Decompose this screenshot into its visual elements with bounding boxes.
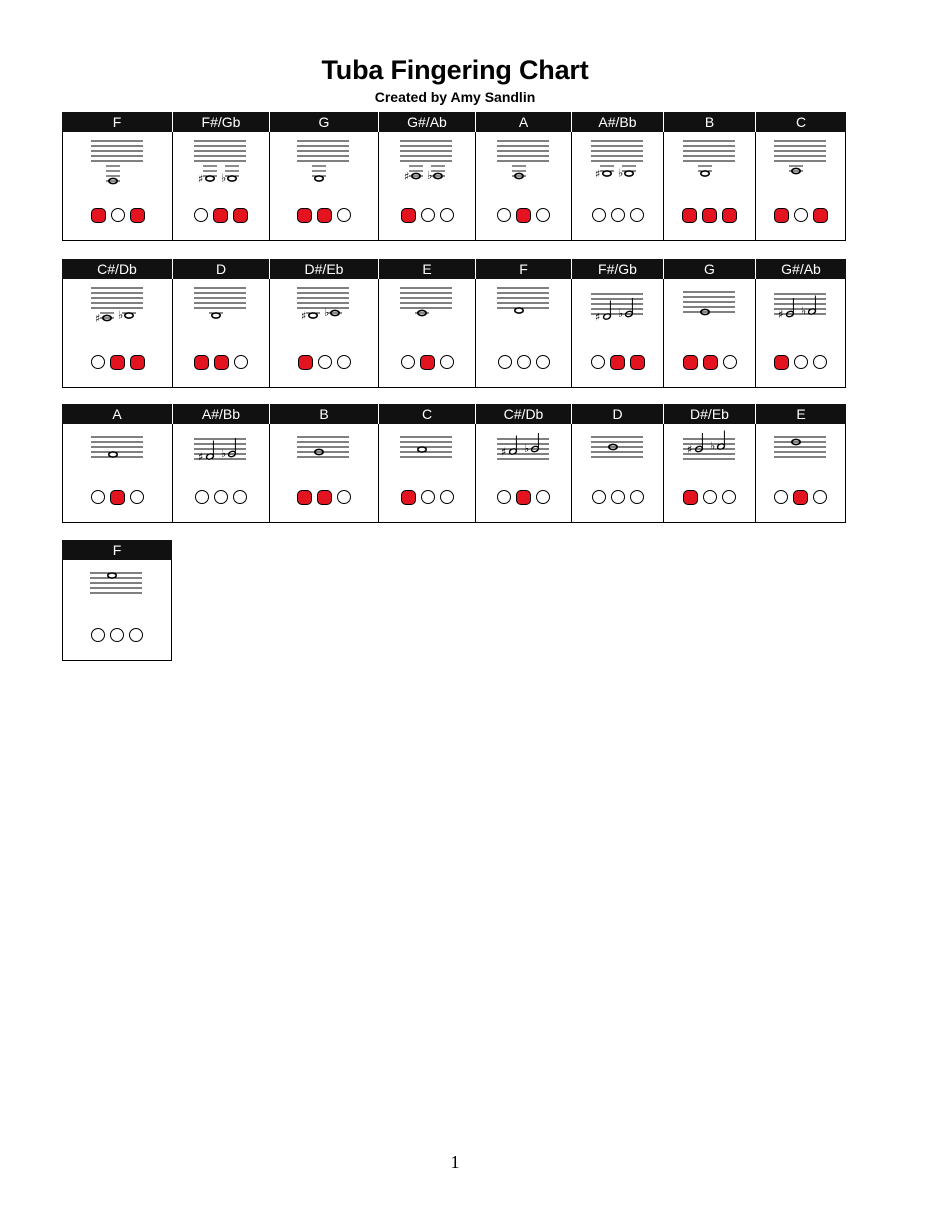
staff-svg — [497, 135, 551, 187]
valve-open-indicator — [318, 355, 332, 369]
note-cell — [378, 259, 475, 387]
whole-note — [418, 447, 426, 452]
valve-diagram — [172, 190, 269, 241]
note-label: F — [475, 259, 571, 279]
staff-svg — [591, 427, 645, 469]
note-cell — [571, 404, 663, 522]
whole-note — [228, 176, 236, 181]
valve-open-indicator — [591, 355, 605, 369]
note-cell — [62, 259, 172, 387]
staff-svg — [497, 282, 551, 334]
valve-pressed-indicator — [110, 355, 125, 370]
valve-open-indicator — [722, 490, 736, 504]
valve-diagram — [269, 472, 378, 523]
whole-note — [206, 176, 214, 181]
staff-notation — [755, 424, 846, 473]
staff-notation — [475, 424, 571, 473]
sharp-sign: ♯ — [301, 309, 307, 323]
note-label: F#/Gb — [172, 112, 269, 132]
valve-open-indicator — [421, 490, 435, 504]
staff-notation — [571, 279, 663, 338]
note-label: A — [62, 404, 172, 424]
valve-open-indicator — [630, 490, 644, 504]
staff-notation — [172, 132, 269, 191]
flat-sign: ♭ — [324, 306, 330, 319]
valve-open-indicator — [91, 628, 105, 642]
note-cell — [172, 112, 269, 240]
valve-diagram — [62, 337, 172, 388]
staff-svg — [297, 427, 351, 469]
staff-notation — [571, 424, 663, 473]
staff-notation — [269, 424, 378, 473]
note-label: C — [755, 112, 846, 132]
valve-open-indicator — [592, 490, 606, 504]
valve-open-indicator — [703, 490, 717, 504]
valve-pressed-indicator — [130, 208, 145, 223]
flat-sign: ♭ — [221, 171, 227, 185]
page-subtitle: Created by Amy Sandlin — [374, 89, 536, 105]
note-label: F#/Gb — [571, 259, 663, 279]
whole-note — [108, 573, 116, 578]
sharp-sign: ♯ — [777, 308, 783, 321]
valve-open-indicator — [110, 628, 124, 642]
staff-notation — [663, 279, 755, 338]
valve-pressed-indicator — [194, 355, 209, 370]
valve-pressed-indicator — [401, 490, 416, 505]
note-label: G#/Ab — [378, 112, 475, 132]
flat-sign: ♭ — [117, 308, 123, 322]
page-number: 1 — [450, 1152, 460, 1172]
valve-open-indicator — [497, 208, 511, 222]
valve-open-indicator — [421, 208, 435, 222]
valve-open-indicator — [337, 208, 351, 222]
sharp-sign: ♯ — [594, 167, 600, 181]
staff-svg — [774, 282, 828, 334]
valve-pressed-indicator — [630, 355, 645, 370]
valve-open-indicator — [517, 355, 531, 369]
note-cell — [378, 404, 475, 522]
valve-open-indicator — [130, 490, 144, 504]
valve-diagram — [269, 190, 378, 241]
valve-pressed-indicator — [317, 208, 332, 223]
flat-sign: ♭ — [709, 439, 715, 453]
note-label: F — [62, 112, 172, 132]
valve-open-indicator — [337, 490, 351, 504]
whole-note — [514, 308, 522, 313]
staff-notation — [475, 132, 571, 191]
staff-svg — [683, 427, 737, 469]
valve-pressed-indicator — [420, 355, 435, 370]
valve-pressed-indicator — [91, 208, 106, 223]
note-label: A — [475, 112, 571, 132]
note-label: G — [663, 259, 755, 279]
staff-svg — [194, 135, 248, 187]
staff-svg — [194, 427, 248, 469]
whole-note — [315, 176, 323, 181]
valve-diagram — [475, 337, 571, 388]
note-cell — [475, 112, 571, 240]
staff-notation — [378, 132, 475, 191]
valve-open-indicator — [611, 208, 625, 222]
valve-pressed-indicator — [214, 355, 229, 370]
valve-pressed-indicator — [813, 208, 828, 223]
note-cell — [663, 404, 755, 522]
valve-pressed-indicator — [682, 208, 697, 223]
note-label: E — [755, 404, 846, 424]
note-cell — [62, 404, 172, 522]
staff-notation — [269, 279, 378, 338]
valve-diagram — [378, 190, 475, 241]
whole-note — [309, 313, 317, 318]
valve-open-indicator — [233, 490, 247, 504]
valve-open-indicator — [497, 490, 511, 504]
staff-svg — [591, 135, 645, 187]
staff-svg — [400, 427, 454, 469]
staff-notation — [663, 424, 755, 473]
staff-notation — [172, 424, 269, 473]
staff-notation — [755, 132, 846, 191]
valve-diagram — [571, 472, 663, 523]
whole-note — [602, 171, 610, 176]
staff-svg — [400, 135, 454, 187]
note-label: E — [378, 259, 475, 279]
sharp-sign: ♯ — [94, 312, 100, 325]
valve-open-indicator — [774, 490, 788, 504]
valve-pressed-indicator — [683, 355, 698, 370]
staff-svg — [683, 282, 737, 334]
note-cell — [571, 259, 663, 387]
staff-notation — [663, 132, 755, 191]
note-cell — [172, 404, 269, 522]
valve-open-indicator — [611, 490, 625, 504]
valve-pressed-indicator — [297, 490, 312, 505]
staff-svg — [774, 135, 828, 187]
valve-pressed-indicator — [130, 355, 145, 370]
whole-note — [124, 313, 132, 318]
valve-diagram — [378, 337, 475, 388]
valve-open-indicator — [234, 355, 248, 369]
staff-svg — [297, 282, 351, 334]
staff-svg — [91, 135, 145, 187]
staff-notation — [571, 132, 663, 191]
note-cell — [269, 112, 378, 240]
staff-notation — [62, 560, 172, 611]
valve-open-indicator — [592, 208, 606, 222]
sharp-sign: ♯ — [686, 443, 692, 456]
note-label: F — [62, 540, 172, 560]
valve-diagram — [475, 190, 571, 241]
page-title: Tuba Fingering Chart — [321, 55, 589, 85]
valve-open-indicator — [536, 355, 550, 369]
valve-diagram — [755, 472, 846, 523]
flat-sign: ♭ — [617, 307, 623, 320]
valve-open-indicator — [498, 355, 512, 369]
valve-open-indicator — [794, 208, 808, 222]
valve-diagram — [269, 337, 378, 388]
note-label: G — [269, 112, 378, 132]
valve-diagram — [663, 337, 755, 388]
staff-svg — [591, 282, 645, 334]
valve-diagram — [755, 337, 846, 388]
staff-svg — [683, 135, 737, 187]
valve-open-indicator — [630, 208, 644, 222]
valve-diagram — [172, 337, 269, 388]
staff-notation — [62, 279, 172, 338]
note-label: G#/Ab — [755, 259, 846, 279]
note-label: D — [172, 259, 269, 279]
valve-open-indicator — [794, 355, 808, 369]
valve-open-indicator — [813, 490, 827, 504]
note-cell — [378, 112, 475, 240]
flat-sign: ♭ — [617, 166, 623, 180]
staff-notation — [269, 132, 378, 191]
valve-open-indicator — [111, 208, 125, 222]
valve-pressed-indicator — [297, 208, 312, 223]
valve-open-indicator — [440, 208, 454, 222]
valve-open-indicator — [195, 490, 209, 504]
staff-svg — [91, 427, 145, 469]
note-label: C — [378, 404, 475, 424]
staff-svg — [297, 135, 351, 187]
whole-note — [700, 171, 708, 176]
note-label: A#/Bb — [571, 112, 663, 132]
whole-note — [108, 452, 116, 457]
valve-pressed-indicator — [683, 490, 698, 505]
note-cell — [571, 112, 663, 240]
valve-diagram — [475, 472, 571, 523]
whole-note — [624, 171, 632, 176]
valve-diagram — [62, 190, 172, 241]
note-cell — [755, 112, 846, 240]
valve-pressed-indicator — [774, 355, 789, 370]
valve-pressed-indicator — [401, 208, 416, 223]
sharp-sign: ♯ — [198, 450, 204, 464]
valve-pressed-indicator — [774, 208, 789, 223]
valve-diagram — [172, 472, 269, 523]
valve-pressed-indicator — [793, 490, 808, 505]
valve-open-indicator — [440, 355, 454, 369]
staff-notation — [475, 279, 571, 338]
flat-sign: ♭ — [427, 169, 433, 182]
valve-pressed-indicator — [516, 208, 531, 223]
note-cell — [172, 259, 269, 387]
note-cell — [62, 540, 172, 660]
sharp-sign: ♯ — [404, 170, 410, 183]
staff-notation — [755, 279, 846, 338]
valve-diagram — [378, 472, 475, 523]
note-label: C#/Db — [475, 404, 571, 424]
staff-notation — [378, 279, 475, 338]
valve-open-indicator — [91, 490, 105, 504]
staff-svg — [194, 282, 248, 334]
staff-notation — [62, 424, 172, 473]
staff-notation — [378, 424, 475, 473]
valve-open-indicator — [440, 490, 454, 504]
whole-note — [212, 313, 220, 318]
valve-open-indicator — [536, 208, 550, 222]
note-cell — [663, 259, 755, 387]
note-cell — [755, 404, 846, 522]
valve-open-indicator — [337, 355, 351, 369]
valve-pressed-indicator — [703, 355, 718, 370]
valve-pressed-indicator — [702, 208, 717, 223]
note-label: D — [571, 404, 663, 424]
note-cell — [269, 259, 378, 387]
staff-svg — [400, 282, 454, 334]
staff-svg — [90, 563, 144, 607]
valve-open-indicator — [401, 355, 415, 369]
note-label: D#/Eb — [663, 404, 755, 424]
note-cell — [475, 259, 571, 387]
valve-pressed-indicator — [610, 355, 625, 370]
sharp-sign: ♯ — [594, 310, 600, 324]
valve-open-indicator — [194, 208, 208, 222]
valve-diagram — [571, 190, 663, 241]
sharp-sign: ♯ — [198, 172, 204, 186]
note-cell — [475, 404, 571, 522]
sharp-sign: ♯ — [500, 445, 506, 459]
valve-diagram — [62, 472, 172, 523]
staff-svg — [774, 427, 828, 469]
valve-pressed-indicator — [317, 490, 332, 505]
valve-open-indicator — [91, 355, 105, 369]
note-cell — [663, 112, 755, 240]
valve-diagram — [663, 190, 755, 241]
flat-sign: ♭ — [800, 304, 806, 318]
valve-open-indicator — [813, 355, 827, 369]
valve-pressed-indicator — [213, 208, 228, 223]
note-label: B — [269, 404, 378, 424]
valve-pressed-indicator — [298, 355, 313, 370]
valve-open-indicator — [129, 628, 143, 642]
staff-notation — [172, 279, 269, 338]
staff-svg — [497, 427, 551, 469]
valve-pressed-indicator — [722, 208, 737, 223]
note-label: C#/Db — [62, 259, 172, 279]
note-label: D#/Eb — [269, 259, 378, 279]
valve-pressed-indicator — [516, 490, 531, 505]
valve-diagram — [62, 610, 172, 661]
note-cell — [62, 112, 172, 240]
staff-svg — [91, 282, 145, 334]
flat-sign: ♭ — [221, 447, 227, 460]
note-cell — [755, 259, 846, 387]
flat-sign: ♭ — [523, 442, 529, 455]
valve-diagram — [755, 190, 846, 241]
note-label: B — [663, 112, 755, 132]
staff-notation — [62, 132, 172, 191]
valve-open-indicator — [723, 355, 737, 369]
valve-open-indicator — [214, 490, 228, 504]
note-cell — [269, 404, 378, 522]
valve-pressed-indicator — [110, 490, 125, 505]
valve-diagram — [663, 472, 755, 523]
valve-open-indicator — [536, 490, 550, 504]
valve-pressed-indicator — [233, 208, 248, 223]
note-label: A#/Bb — [172, 404, 269, 424]
valve-diagram — [571, 337, 663, 388]
